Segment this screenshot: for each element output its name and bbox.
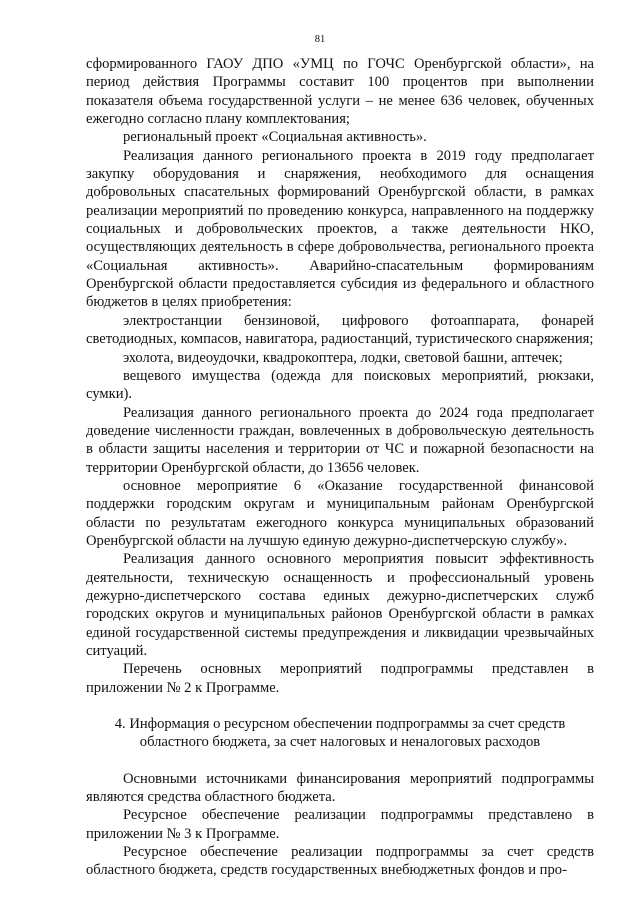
paragraph-project-2024: Реализация данного регионального проекта до 2024 года предполагает доведение численности граждан, вовлеченных в добровольческую деятельность в области защиты населения и территории от ЧС и пожарной безопасности на территории Оренбургской области, до 13656 человек. [86, 404, 594, 476]
section-heading-line1: 4. Информация о ресурсном обеспечении подпрограммы за счет средств [114, 716, 566, 733]
paragraph-resource-appendix: Ресурсное обеспечение реализации подпрограммы представлено в приложении № 3 к Программе. [86, 807, 594, 842]
paragraph-activities-list: Перечень основных мероприятий подпрограммы представлен в приложении № 2 к Программе. [86, 661, 594, 696]
paragraph-activity-effect: Реализация данного основного мероприятия повысит эффективность деятельности, техническую оснащенность и профессиональный уровень дежурно-диспетчерского состава единых дежурно-диспетчерских служб городских округов и муниципальных районов Оренбургской области в рамках единой государственной системы предупреждения и ликвидации чрезвычайных ситуаций. [86, 551, 594, 659]
list-item-equipment-3: вещевого имущества (одежда для поисковых мероприятий, рюкзаки, сумки). [86, 367, 594, 403]
paragraph-continuation: сформированного ГАОУ ДПО «УМЦ по ГОЧС Оренбургской области», на период действия Программы составит 100 процентов при выполнении показателя объема государственной услуги – не менее 636 человек, обученных ежегодно согласно плану комплектования; [86, 56, 594, 128]
section-gap [86, 752, 594, 770]
paragraph-resource-funds: Ресурсное обеспечение реализации подпрограммы за счет средств областного бюджета, средств государственных внебюджетных фондов и про- [86, 844, 594, 879]
list-item-equipment-2: эхолота, видеоудочки, квадрокоптера, лодки, световой башни, аптечек; [123, 349, 563, 366]
list-item-equipment-1: электростанции бензиновой, цифрового фотоаппарата, фонарей светодиодных, компасов, навигатора, радиостанций, туристического снаряжения; [86, 312, 594, 348]
paragraph-main-activity-6: основное мероприятие 6 «Оказание государственной финансовой поддержки городским округам и муниципальным районам Оренбургской области по результатам ежегодного конкурса муниципальных образований Оренбургской области на лучшую единую дежурно-диспетчерскую службу». [86, 477, 594, 549]
section-gap [86, 697, 594, 715]
section-heading-line2: областного бюджета, за счет налоговых и неналоговых расходов [139, 734, 541, 751]
paragraph-regional-project: региональный проект «Социальная активность». [123, 129, 427, 146]
page-number: 81 [314, 34, 326, 45]
paragraph-funding-sources: Основными источниками финансирования мероприятий подпрограммы являются средства областного бюджета. [86, 770, 594, 806]
document-body [86, 55, 594, 880]
paragraph-project-2019: Реализация данного регионального проекта в 2019 году предполагает закупку оборудования и снаряжения, необходимого для оснащения добровольных спасательных формирований Оренбургской области, в рамках реализации мероприятий по проведению конкурса, направленного на поддержку социальных и добровольческих проектов, а также деятельности НКО, осуществляющих деятельность в сфере добровольчества, регионального проекта «Социальная активность». Аварийно-спасательным формированиям Оренбургской области предоставляется субсидия из федерального и областного бюджетов в целях приобретения: [86, 147, 594, 311]
section-heading [86, 715, 594, 752]
